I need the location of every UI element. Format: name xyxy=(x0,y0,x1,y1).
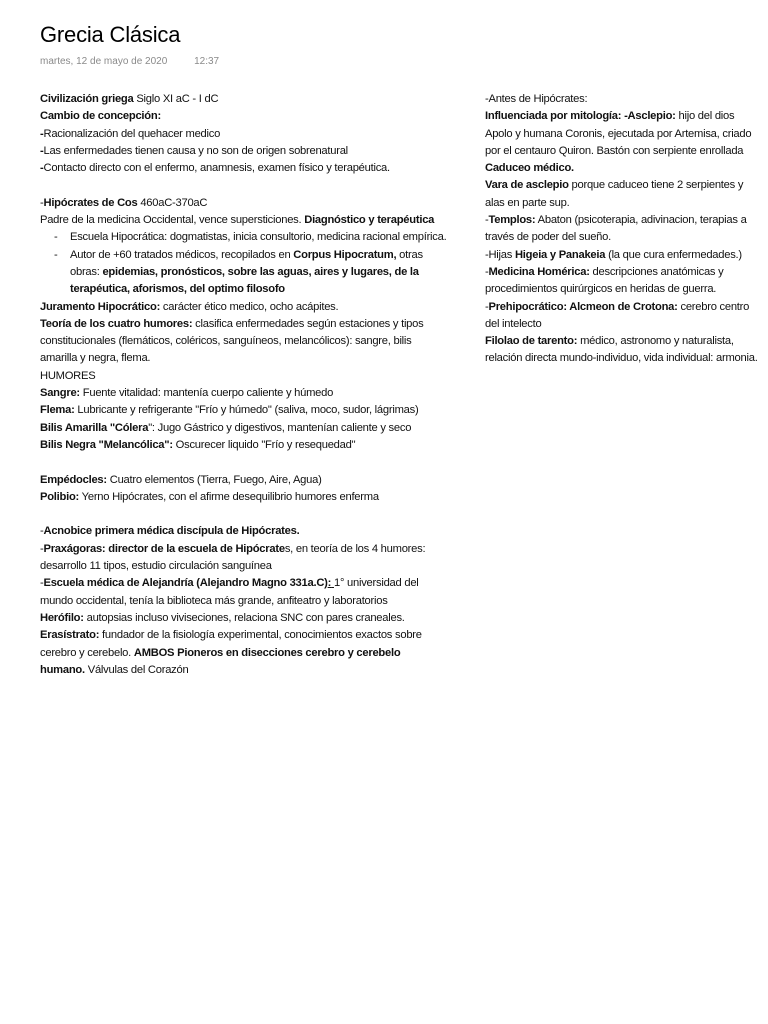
list-item xyxy=(40,229,448,246)
bold-text-run: Templos: xyxy=(488,214,536,227)
text-run: Fuente vitalidad: mantenía cuerpo caliente y húmedo xyxy=(79,387,334,400)
bold-text-run: - xyxy=(40,144,44,157)
page-date: martes, 12 de mayo de 2020 xyxy=(40,56,168,67)
bold-text-run: Teoría de los cuatro humores: xyxy=(40,317,193,330)
bold-text-run: Empédocles: xyxy=(40,473,107,486)
note-paragraph xyxy=(40,91,448,108)
note-paragraph xyxy=(40,523,448,540)
text-run: (la que cura enfermedades.) xyxy=(605,248,742,261)
note-paragraph xyxy=(40,160,448,177)
text-run: Siglo XI aC - I dC xyxy=(133,93,219,105)
text-run: - xyxy=(40,542,44,555)
note-paragraph xyxy=(40,385,448,402)
bold-text-run: Escuela médica de Alejandría (Alejandro Magno 331a.C) xyxy=(43,577,328,590)
bold-text-run: Polibio: xyxy=(40,490,80,503)
text-run: hijo del dios Apolo y humana Coronis, ejecutada por Artemisa, criado por el centauro Quiron. Bastón con serpiente enrollada xyxy=(485,110,752,157)
blank-line xyxy=(40,454,448,471)
text-run: Padre de la medicina Occidental, vence supersticiones. xyxy=(40,214,305,227)
note-paragraph xyxy=(40,420,448,437)
list-item xyxy=(40,247,448,299)
bold-text-run: - xyxy=(40,127,44,140)
right-column xyxy=(485,91,760,368)
text-run: ": Jugo Gástrico y digestivos, mantenían caliente y seco xyxy=(148,421,412,434)
text-run: Las enfermedades tienen causa y no son de origen sobrenatural xyxy=(43,144,348,157)
note-paragraph xyxy=(40,402,448,419)
text-run: - xyxy=(485,214,489,227)
note-paragraph xyxy=(40,437,448,454)
note-paragraph xyxy=(485,264,760,299)
note-paragraph xyxy=(485,108,760,177)
text-run: clasifica enfermedades según estaciones y tipos constitucionales (flemáticos, coléricos, sanguíneos, melancólicos): sangre, bilis amarilla y negra, flema. xyxy=(40,317,424,365)
text-run: - xyxy=(40,577,44,590)
text-run: médico, astronomo y naturalista, relación directa mundo-individuo, vida individual: armonia. xyxy=(485,335,758,365)
bold-text-run: Acnobice primera médica discípula de Hipócrates. xyxy=(43,525,300,538)
bold-text-run: - xyxy=(40,162,44,175)
note-paragraph xyxy=(485,333,760,368)
note-paragraph xyxy=(40,126,448,143)
blank-line xyxy=(40,506,448,523)
bullet-list xyxy=(40,229,448,298)
text-run: - xyxy=(40,196,44,209)
text-run: Abaton (psicoterapia, adivinacion, terapias a través de poder del sueño. xyxy=(485,214,747,244)
text-run: Lubricante y refrigerante "Frío y húmedo" (saliva, moco, sudor, lágrimas) xyxy=(74,404,419,417)
note-paragraph xyxy=(485,247,760,264)
text-run: Escuela Hipocrática: dogmatistas, inicia consultorio, medicina racional empírica. xyxy=(70,231,447,244)
bold-text-run: Erasístrato: xyxy=(40,629,100,642)
note-paragraph xyxy=(485,212,760,247)
left-column xyxy=(40,91,448,679)
bold-text-run: Corpus Hipocratum, xyxy=(293,248,397,261)
text-run: -Hijas xyxy=(485,248,515,261)
text-run: -Antes de Hipócrates: xyxy=(485,93,588,105)
bold-text-run: Bilis Negra "Melancólica": xyxy=(40,438,173,451)
bold-text-run: Higeia y Panakeia xyxy=(514,248,606,261)
note-paragraph xyxy=(40,299,448,316)
note-paragraph xyxy=(40,610,448,627)
note-paragraph xyxy=(40,472,448,489)
text-run: descripciones anatómicas y procedimientos quirúrgicos en heridas de guerra. xyxy=(485,265,724,296)
bold-text-run: Influenciada por mitología: -Asclepio: xyxy=(485,110,676,123)
text-run: otras obras: xyxy=(70,248,423,278)
bold-text-run: Flema: xyxy=(40,404,75,417)
text-run: - xyxy=(40,525,44,538)
page-title: Grecia Clásica xyxy=(40,22,181,47)
text-run: - xyxy=(485,265,489,278)
bold-text-run: Cambio de concepción: xyxy=(40,110,161,123)
bold-text-run: Civilización griega xyxy=(40,93,134,105)
text-run: s, en teoría de los 4 humores: desarrollo 11 tipos, estudio circulación sanguínea xyxy=(40,542,426,573)
bold-text-run: Prehipocrático: Alcmeon de Crotona: xyxy=(488,300,678,313)
bold-text-run: Sangre: xyxy=(40,387,80,400)
bold-text-run: AMBOS Pioneros en disecciones cerebro y cerebelo humano. xyxy=(40,646,401,676)
bold-text-run: Bilis Amarilla "Cólera xyxy=(40,421,149,434)
bold-text-run: Herófilo: xyxy=(40,611,84,624)
note-paragraph xyxy=(40,316,448,368)
text-run: Oscurecer liquido "Frío y resequedad" xyxy=(172,438,356,451)
text-run: - xyxy=(485,300,489,313)
text-run: porque caduceo tiene 2 serpientes y alas en parte sup. xyxy=(485,179,744,209)
bold-text-run: Caduceo médico. xyxy=(485,162,574,175)
note-paragraph xyxy=(40,541,448,576)
text-run: fundador de la fisiología experimental, conocimientos exactos sobre cerebro y cerebelo. xyxy=(40,629,422,659)
note-paragraph xyxy=(40,195,448,212)
bold-text-run: Juramento Hipocrático: xyxy=(40,300,161,313)
bold-text-run: Medicina Homérica: xyxy=(488,265,590,278)
text-run: cerebro centro del intelecto xyxy=(485,300,750,330)
text-run: Válvulas del Corazón xyxy=(84,663,189,676)
page-metadata xyxy=(40,56,219,67)
text-run: Racionalización del quehacer medico xyxy=(43,127,221,140)
text-run: autopsias incluso viviseciones, relaciona SNC con pares craneales. xyxy=(83,611,405,624)
bold-text-run: : xyxy=(327,577,332,590)
text-run: Yerno Hipócrates, con el afirme desequilibrio humores enferma xyxy=(79,490,379,503)
bold-text-run: Praxágoras: director de la escuela de Hipócrate xyxy=(43,542,285,555)
bold-text-run: Vara de asclepio xyxy=(485,179,569,192)
note-paragraph xyxy=(40,575,448,610)
text-run: Contacto directo con el enfermo, anamnesis, examen físico y terapéutica. xyxy=(43,162,390,175)
text-run: Autor de +60 tratados médicos, recopilados en xyxy=(70,248,294,261)
note-paragraph xyxy=(40,108,448,125)
note-paragraph xyxy=(40,143,448,160)
bold-text-run: Diagnóstico y terapéutica xyxy=(304,214,435,227)
text-run: carácter ético medico, ocho acápites. xyxy=(160,300,339,313)
note-paragraph xyxy=(40,368,448,385)
note-paragraph xyxy=(485,299,760,334)
note-paragraph xyxy=(485,177,760,212)
page-time: 12:37 xyxy=(194,56,220,67)
note-paragraph xyxy=(40,489,448,506)
text-run: 1° universidad del mundo occidental, tenía la biblioteca más grande, anfiteatro y laboratorios xyxy=(40,577,419,607)
note-paragraph xyxy=(40,627,448,679)
bold-text-run: epidemias, pronósticos, sobre las aguas, aires y lugares, de la terapéutica, aforismos, del optimo filosofo xyxy=(70,265,419,296)
text-run: Cuatro elementos (Tierra, Fuego, Aire, Agua) xyxy=(106,473,322,486)
note-paragraph xyxy=(40,212,448,229)
text-run: HUMORES xyxy=(40,369,96,382)
bold-text-run: Filolao de tarento: xyxy=(485,335,578,348)
note-paragraph xyxy=(485,91,760,108)
blank-line xyxy=(40,177,448,194)
text-run: 460aC-370aC xyxy=(137,196,208,209)
bold-text-run: Hipócrates de Cos xyxy=(43,196,138,209)
